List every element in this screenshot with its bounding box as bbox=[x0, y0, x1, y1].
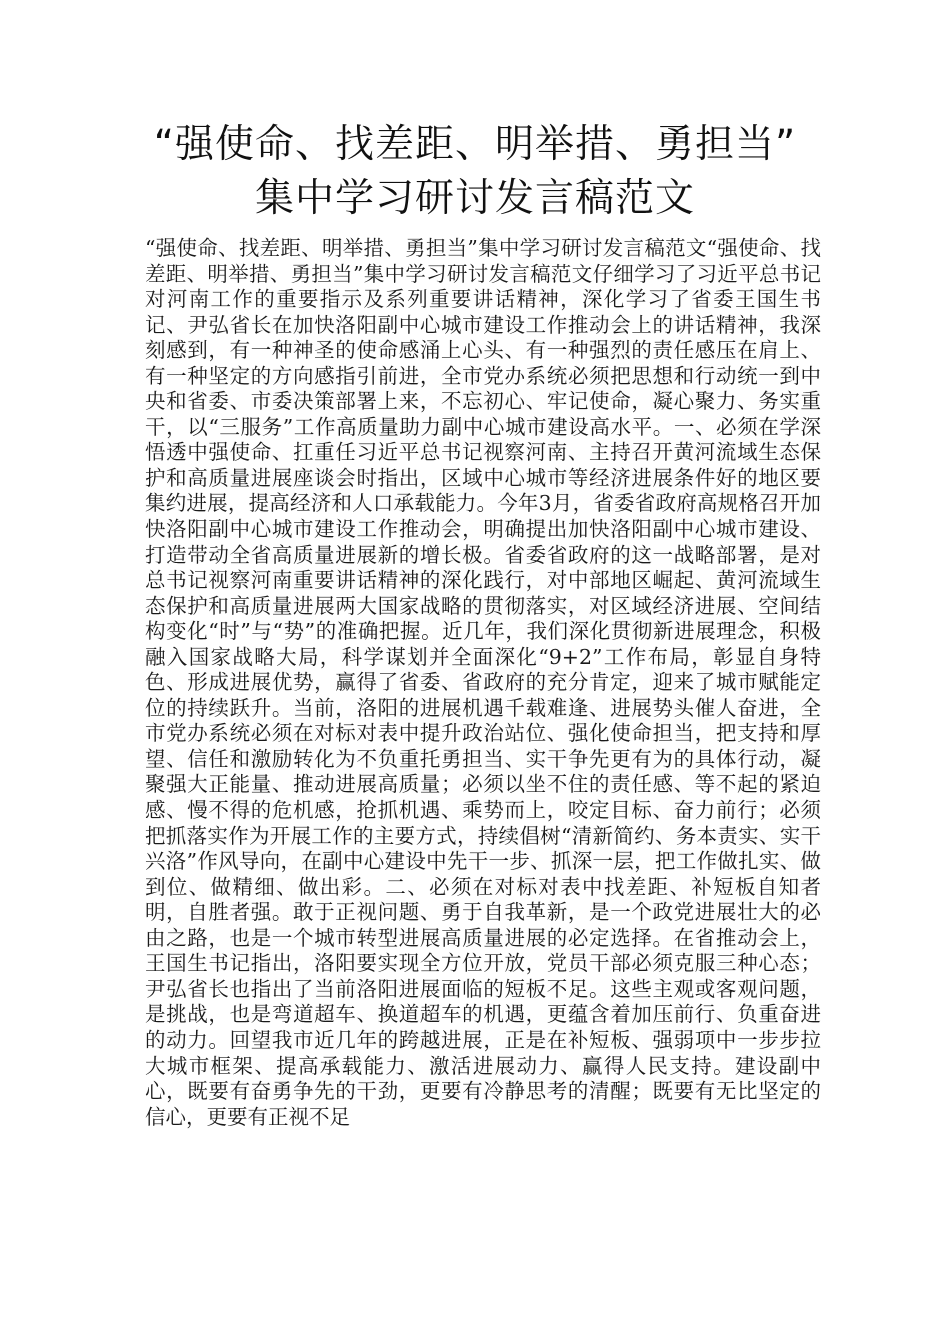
document-title bbox=[0, 118, 950, 226]
title-line-2: 集中学习研讨发言稿范文 bbox=[254, 176, 695, 221]
body-paragraph: “强使命、找差距、明举措、勇担当”集中学习研讨发言稿范文“强使命、找差距、明举措、勇担当”集中学习研讨发言稿范文仔细学习了习近平总书记对河南工作的重要指示及系列重要讲话精神，深化学习了省委王国生书记、尹弘省长在加快洛阳副中心城市建设工作推动会上的讲话精神，我深刻感到，有一种神圣的使命感涌上心头、有一种强烈的责任感压在肩上、有一种坚定的方向感指引前进，全市党办系统必须把思想和行动统一到中央和省委、市委决策部署上来，不忘初心、牢记使命，凝心聚力、务实重干，以“三服务”工作高质量助力副中心城市建设高水平。一、必须在学深悟透中强使命、扛重任习近平总书记视察河南、主持召开黄河流域生态保护和高质量进展座谈会时指出，区域中心城市等经济进展条件好的地区要集约进展，提高经济和人口承载能力。今年3月，省委省政府高规格召开加快洛阳副中心城市建设工作推动会，明确提出加快洛阳副中心城市建设、打造带动全省高质量进展新的增长极。省委省政府的这一战略部署，是对总书记视察河南重要讲话精神的深化践行，对中部地区崛起、黄河流域生态保护和高质量进展两大国家战略的贯彻落实，对区域经济进展、空间结构变化“时”与“势”的准确把握。近几年，我们深化贯彻新进展理念，积极融入国家战略大局，科学谋划并全面深化“9+2”工作布局，彰显自身特色、形成进展优势，赢得了省委、省政府的充分肯定，迎来了城市赋能定位的持续跃升。当前，洛阳的进展机遇千载难逢、进展势头催人奋进，全市党办系统必须在对标对表中提升政治站位、强化使命担当，把支持和厚望、信任和激励转化为不负重托勇担当、实干争先更有为的具体行动，凝聚强大正能量、推动进展高质量；必须以坐不住的责任感、等不起的紧迫感、慢不得的危机感，抢抓机遇、乘势而上，咬定目标、奋力前行；必须把抓落实作为开展工作的主要方式，持续倡树“清新简约、务本责实、实干兴洛”作风导向，在副中心建设中先干一步、抓深一层，把工作做扎实、做到位、做精细、做出彩。二、必须在对标对表中找差距、补短板自知者明，自胜者强。敢于正视问题、勇于自我革新，是一个政党进展壮大的必由之路，也是一个城市转型进展高质量进展的必定选择。在省推动会上，王国生书记指出，洛阳要实现全方位开放，党员干部必须克服三种心态；尹弘省长也指出了当前洛阳进展面临的短板不足。这些主观或客观问题，是挑战，也是弯道超车、换道超车的机遇，更蕴含着加压前行、负重奋进的动力。回望我市近几年的跨越进展，正是在补短板、强弱项中一步步拉大城市框架、提高承载能力、激活进展动力、赢得人民支持。建设副中心，既要有奋勇争先的干劲，更要有冷静思考的清醒；既要有无比坚定的信心，更要有正视不足 bbox=[145, 236, 821, 1129]
title-line-1: “强使命、找差距、明举措、勇担当” bbox=[153, 122, 797, 167]
